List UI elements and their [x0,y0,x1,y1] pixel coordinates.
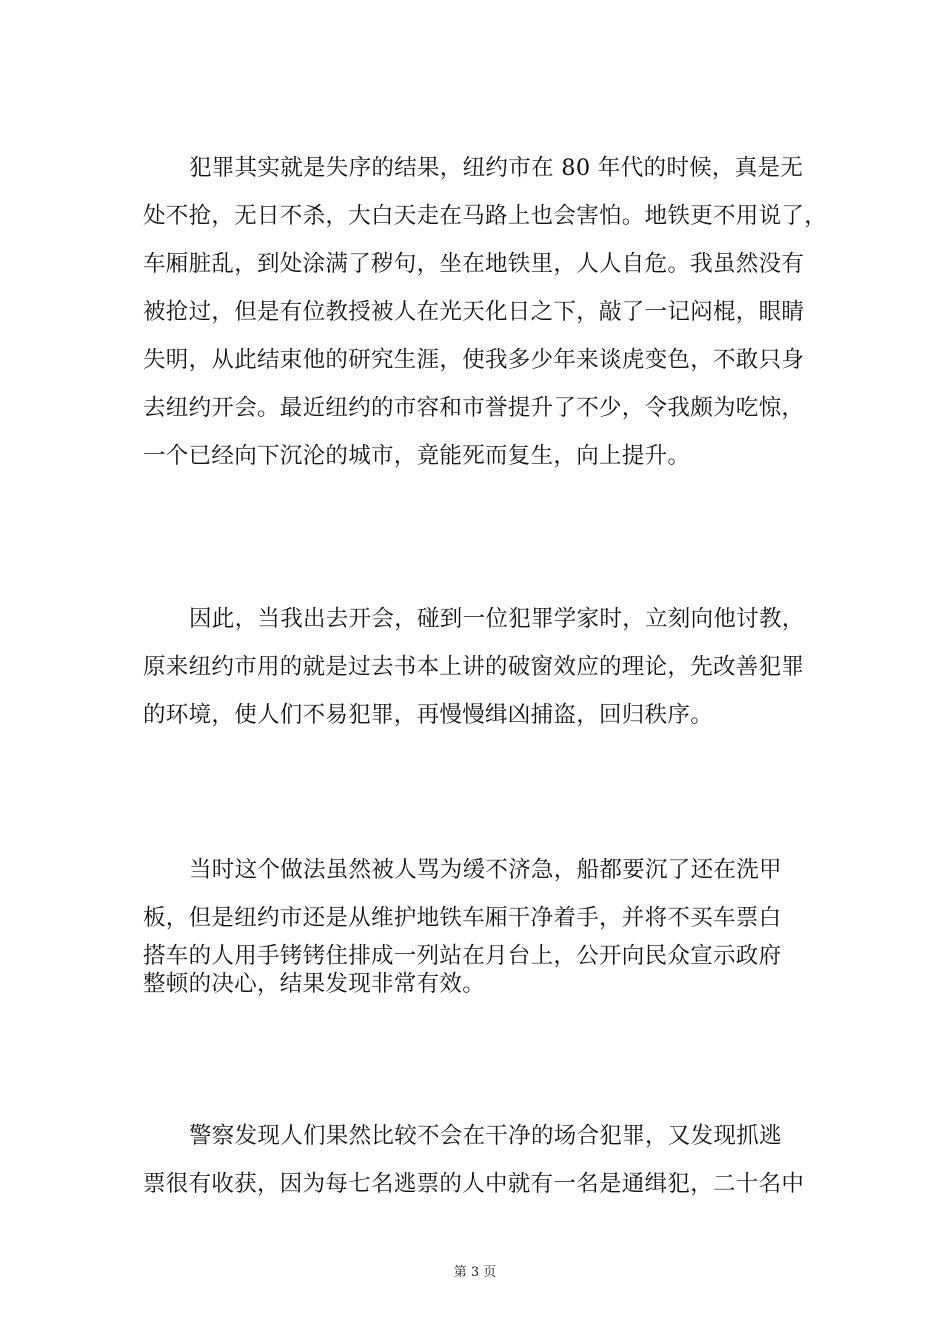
paragraph-line: 的环境，使人们不易犯罪，再慢慢缉凶捕盗，回归秩序。 [143,702,714,728]
paragraph-3 [143,846,829,998]
paragraph-line: 失明，从此结束他的研究生涯，使我多少年来谈虎变色，不敢只身 [143,347,805,373]
paragraph-line: 票很有收获，因为每七名逃票的人中就有一名是通缉犯，二十名中 [143,1171,805,1197]
paragraph-line: 被抢过，但是有位教授被人在光天化日之下，敲了一记闷棍，眼睛 [143,299,805,325]
paragraph-line: 板，但是纽约市还是从维护地铁车厢干净着手，并将不买车票白 [143,905,782,931]
paragraph-4 [143,1112,829,1208]
paragraph-line: 处不抢，无日不杀，大白天走在马路上也会害怕。地铁更不用说了， [143,203,828,229]
paragraph-line: 一个已经向下沉沦的城市，竟能死而复生，向上提升。 [143,443,691,469]
paragraph-line: 车厢脏乱，到处涂满了秽句，坐在地铁里，人人自危。我虽然没有 [143,251,805,277]
paragraph-2 [143,595,829,739]
page-number: 第 3 页 [453,1265,497,1280]
paragraph-line: 犯罪其实就是失序的结果，纽约市在 80 年代的时候，真是无 [189,155,804,181]
paragraph-line: 警察发现人们果然比较不会在干净的场合犯罪，又发现抓逃 [189,1123,782,1149]
paragraph-1 [143,144,829,480]
paragraph-line: 因此，当我出去开会，碰到一位犯罪学家时，立刻向他讨教， [189,606,805,632]
paragraph-line: 整顿的决心，结果发现非常有效。 [143,971,486,997]
paragraph-line: 去纽约开会。最近纽约的市容和市誉提升了不少，令我颇为吃惊， [143,395,805,421]
paragraph-line: 当时这个做法虽然被人骂为缓不济急，船都要沉了还在洗甲 [189,857,782,883]
paragraph-line: 搭车的人用手铐铐住排成一列站在月台上，公开向民众宣示政府 [143,943,782,969]
paragraph-line: 原来纽约市用的就是过去书本上讲的破窗效应的理论，先改善犯罪 [143,654,805,680]
